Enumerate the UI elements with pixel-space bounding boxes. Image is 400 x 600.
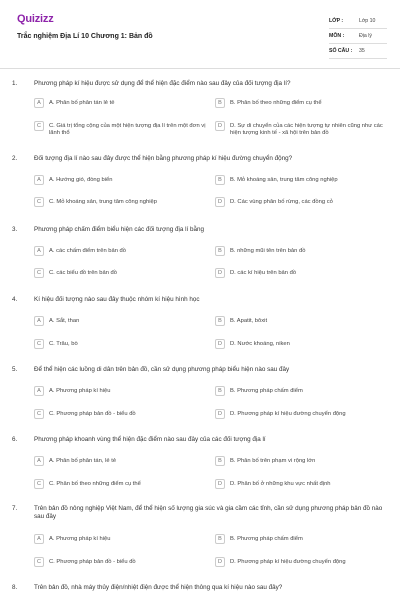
option-a[interactable] [34,318,206,326]
option-d[interactable] [215,481,387,489]
option-letter: B [215,246,225,256]
question-number: 2. [12,155,18,162]
option-letter: A [34,386,44,396]
option-text: C. Giá trị tổng cộng của một hiện tượng địa lí trên một đơn vị lãnh thổ [49,123,206,136]
option-a[interactable] [34,388,206,396]
meta-label: MÔN : [329,33,345,39]
option-text: A. các chấm điểm trên bản đồ [49,248,127,254]
option-letter: D [215,121,225,131]
option-text: D. Các vùng phân bố rừng, các đồng cỏ [230,199,333,205]
option-text: C. Mỏ khoáng sản, trung tâm công nghiệp [49,199,157,205]
option-b[interactable] [215,388,387,396]
worksheet-header [0,0,400,69]
question-number: 8. [12,584,18,591]
option-letter: D [215,557,225,567]
option-letter: B [215,316,225,326]
option-text: B. những mũi tên trên bản đồ [230,248,306,254]
option-c[interactable] [34,559,206,567]
option-text: D. Phân bố ở những khu vực nhất định [230,481,331,487]
meta-label: SỐ CÂU : [329,48,353,54]
option-text: D. các kí hiệu trên bản đồ [230,270,297,276]
option-text: D. Phương pháp kí hiệu đường chuyển động [230,411,346,417]
option-letter: D [215,479,225,489]
question-number: 3. [12,226,18,233]
option-text: C. Phương pháp bản đồ - biểu đồ [49,559,136,565]
meta-table [329,14,387,59]
meta-row-count [329,44,387,59]
meta-value: Lớp 10 [359,18,376,24]
option-letter: B [215,175,225,185]
option-c[interactable] [34,411,206,419]
question-6 [12,436,388,444]
option-d[interactable] [215,411,387,419]
question-number: 6. [12,436,18,443]
option-a[interactable] [34,458,206,466]
option-letter: D [215,268,225,278]
option-b[interactable] [215,536,387,544]
option-c[interactable] [34,341,206,349]
option-a[interactable] [34,100,206,108]
option-b[interactable] [215,248,387,256]
option-c[interactable] [34,481,206,489]
option-d[interactable] [215,341,387,349]
option-d[interactable] [215,123,387,136]
option-text: A. Phân bố phân tán lẻ tẻ [49,100,115,106]
meta-row-subject [329,29,387,44]
option-b[interactable] [215,177,387,185]
option-d[interactable] [215,199,387,207]
meta-row-grade [329,14,387,29]
option-letter: C [34,268,44,278]
option-text: B. Mỏ khoáng sản, trung tâm công nghiệp [230,177,338,183]
option-c[interactable] [34,270,206,278]
option-letter: B [215,98,225,108]
option-letter: C [34,557,44,567]
question-text: Kí hiệu đối tượng nào sau đây thuộc nhóm kí hiệu hình học [34,296,200,303]
option-text: A. Hướng gió, đòng biển [49,177,113,183]
option-text: D. Phương pháp kí hiệu đường chuyển động [230,559,346,565]
question-number: 7. [12,505,18,512]
option-text: A. Phương pháp kí hiệu [49,388,111,394]
option-letter: B [215,534,225,544]
question-text: Để thể hiện các luồng di dân trên bản đồ, cần sử dụng phương pháp biểu hiện nào sau đây [34,366,290,373]
question-1 [12,80,388,88]
question-7 [12,505,388,521]
question-text: Trên bản đồ nông nghiệp Việt Nam, để thể hiện số lượng gia súc và gia cầm các tỉnh, cần sử dụng phương pháp bản đồ nào sau đây [34,505,383,520]
option-letter: C [34,121,44,131]
question-number: 5. [12,366,18,373]
option-c[interactable] [34,123,206,136]
option-text: B. Phân bố theo những điểm cụ thể [230,100,322,106]
meta-value: 35 [359,48,365,54]
option-text: A. Sắt, than [49,318,80,324]
option-letter: C [34,409,44,419]
option-text: C. Phương pháp bản đồ - biểu đồ [49,411,136,417]
question-5 [12,366,388,374]
option-letter: A [34,175,44,185]
question-text: Phương pháp khoanh vùng thể hiện đặc điểm nào sau đây của các đối tượng địa lí [34,436,266,443]
option-text: A. Phương pháp kí hiệu [49,536,111,542]
quizizz-logo[interactable]: Quizizz [17,13,54,25]
option-text: B. Phân bố trên phạm vi rộng lớn [230,458,316,464]
question-text: Trên bản đồ, nhà máy thủy điện/nhiệt điện được thể hiện thông qua kí hiệu nào sau đây? [34,584,283,591]
option-b[interactable] [215,458,387,466]
option-letter: C [34,339,44,349]
option-letter: A [34,98,44,108]
option-text: C. các biểu đồ trên bản đồ [49,270,117,276]
option-text: D. Sự di chuyển của các hiện tượng tự nhiên cũng như các hiện tượng kinh tế - xã hội trên bản đồ [230,123,383,136]
option-letter: A [34,534,44,544]
option-letter: A [34,246,44,256]
option-c[interactable] [34,199,206,207]
option-letter: B [215,456,225,466]
option-text: B. Apatit, bôxit [230,318,268,324]
question-text: Phương pháp chấm điểm biểu hiện các đối tượng địa lí bằng [34,226,205,233]
option-d[interactable] [215,559,387,567]
question-2 [12,155,388,163]
question-number: 4. [12,296,18,303]
option-letter: C [34,197,44,207]
question-8 [12,584,388,592]
option-text: A. Phân bố phân tán, lẻ tẻ [49,458,117,464]
question-text: Phương pháp kí hiệu được sử dụng để thể hiện đặc điểm nào sau đây của đối tượng địa lí? [34,80,291,87]
option-d[interactable] [215,270,387,278]
option-b[interactable] [215,100,387,108]
option-a[interactable] [34,177,206,185]
option-text: B. Phương pháp chấm điểm [230,536,303,542]
option-letter: D [215,197,225,207]
option-a[interactable] [34,536,206,544]
option-letter: D [215,339,225,349]
worksheet-title: Trắc nghiệm Địa Lí 10 Chương 1: Bản đồ [17,33,153,40]
question-4 [12,296,388,304]
meta-value: Địa lý [359,33,372,39]
meta-label: LỚP : [329,18,344,24]
option-letter: C [34,479,44,489]
option-text: B. Phương pháp chấm điểm [230,388,303,394]
option-letter: A [34,316,44,326]
option-letter: A [34,456,44,466]
option-letter: D [215,409,225,419]
option-text: D. Nước khoáng, niken [230,341,290,347]
option-text: C. Phân bố theo những điểm cụ thể [49,481,141,487]
option-text: C. Trâu, bò [49,341,78,347]
question-3 [12,226,388,234]
option-a[interactable] [34,248,206,256]
question-number: 1. [12,80,18,87]
option-b[interactable] [215,318,387,326]
question-text: Đối tượng địa lí nào sau đây được thể hiện bằng phương pháp kí hiệu đường chuyển động? [34,155,293,162]
option-letter: B [215,386,225,396]
